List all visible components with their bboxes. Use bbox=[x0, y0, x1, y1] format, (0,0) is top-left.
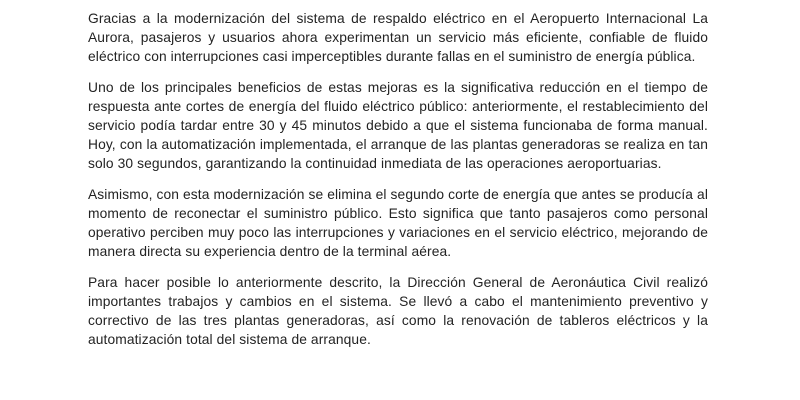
paragraph-second-outage-eliminated: Asimismo, con esta modernización se elimina el segundo corte de energía que antes se producía al momento de reconectar el suministro público. Esto significa que tanto pasajeros como personal operativo perciben muy poco las interrupciones y variaciones en el servicio eléctrico, mejorando de manera directa su experiencia dentro de la terminal aérea. bbox=[88, 187, 708, 259]
paragraph-intro-modernization: Gracias a la modernización del sistema de respaldo eléctrico en el Aeropuerto Internacional La Aurora, pasajeros y usuarios ahora experimentan un servicio más eficiente, confiable de fluido eléctrico con interrupciones casi imperceptibles durante fallas en el suministro de energía pública. bbox=[88, 11, 708, 64]
paragraph-response-time-benefit: Uno de los principales beneficios de estas mejoras es la significativa reducción en el tiempo de respuesta ante cortes de energía del fluido eléctrico público: anteriormente, el restablecimiento del servicio podía tardar entre 30 y 45 minutos debido a que el sistema funcionaba de forma manual. Hoy, con la automatización implementada, el arranque de las plantas generadoras se realiza en tan solo 30 segundos, garantizando la continuidad inmediata de las operaciones aeroportuarias. bbox=[88, 80, 708, 171]
paragraph-dgac-works: Para hacer posible lo anteriormente descrito, la Dirección General de Aeronáutica Civil realizó importantes trabajos y cambios en el sistema. Se llevó a cabo el mantenimiento preventivo y correctivo de las tres plantas generadoras, así como la renovación de tableros eléctricos y la automatización total del sistema de arranque. bbox=[88, 275, 708, 347]
